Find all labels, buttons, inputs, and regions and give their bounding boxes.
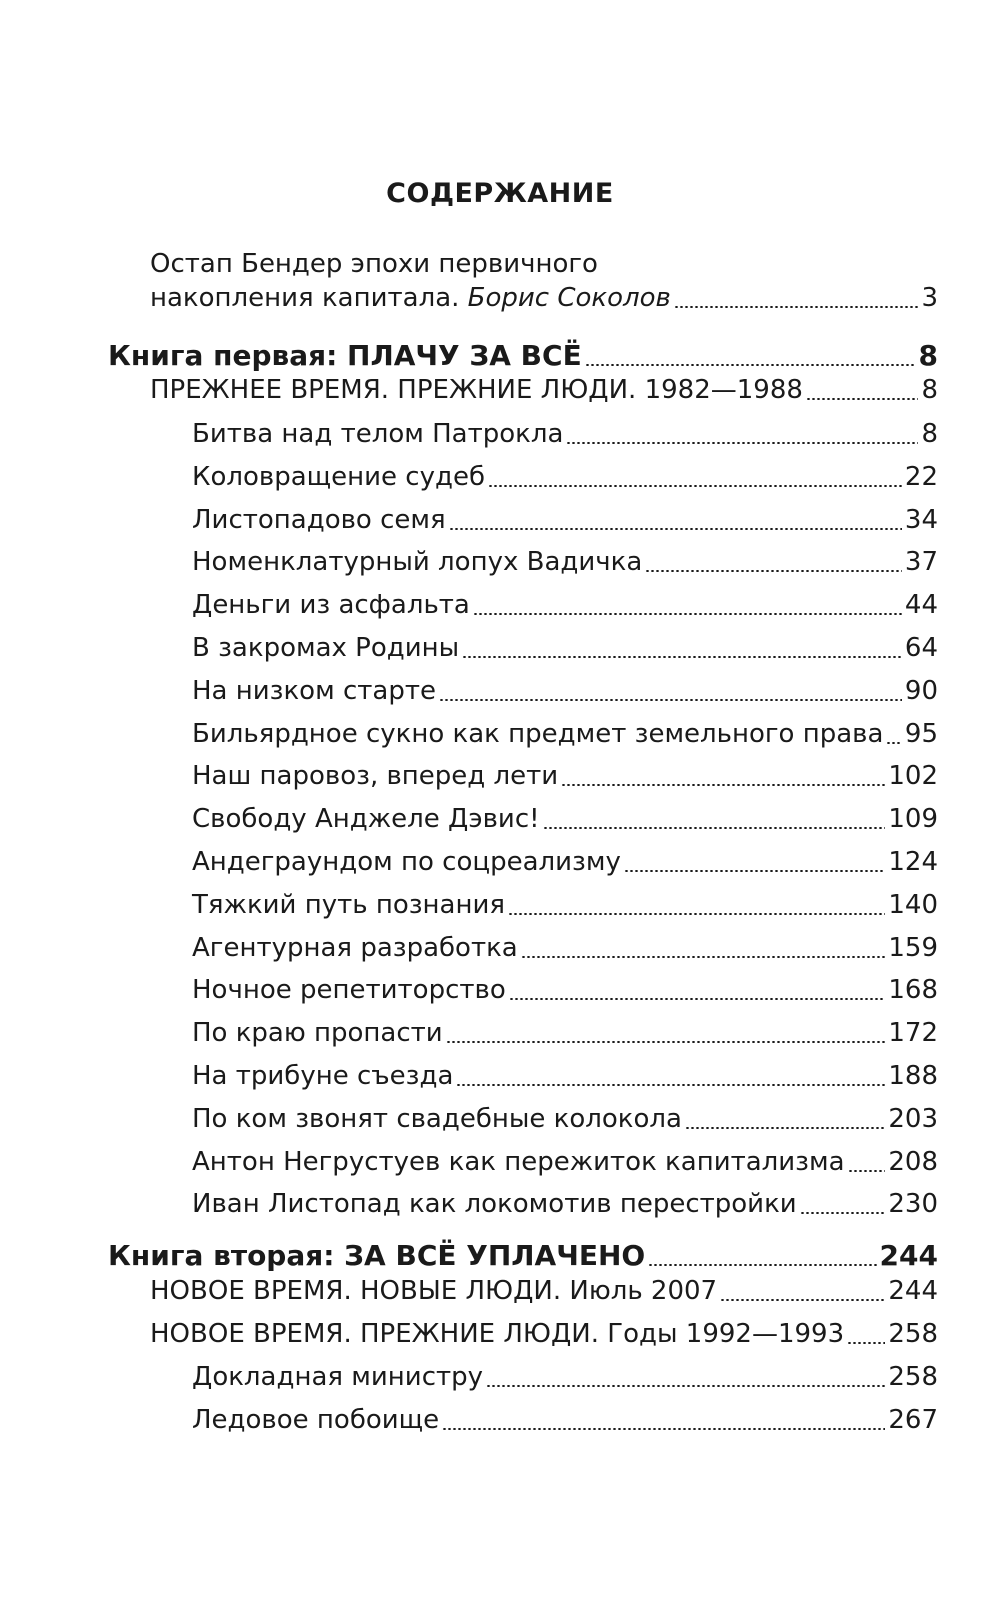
toc-chapter-entry[interactable] <box>192 1400 938 1440</box>
dot-leader <box>624 870 886 872</box>
toc-page-number: 140 <box>888 889 938 920</box>
toc-chapter-entry[interactable] <box>192 1142 938 1182</box>
toc-chapter-entry[interactable] <box>192 885 938 925</box>
toc-page-number: 244 <box>879 1239 938 1272</box>
toc-entry-title: Номенклатурный лопух Вадичка <box>192 547 643 578</box>
toc-chapter-entry[interactable] <box>192 928 938 968</box>
toc-intro-author: Борис Соколов <box>467 283 671 313</box>
toc-page-number: 159 <box>888 932 938 963</box>
toc-page-number: 44 <box>904 590 938 621</box>
toc-page-number: 188 <box>888 1061 938 1091</box>
dot-leader <box>800 1212 886 1214</box>
toc-page-number: 168 <box>888 975 938 1006</box>
toc-page-number: 64 <box>904 633 938 663</box>
toc-page-number: 230 <box>888 1189 938 1220</box>
toc-intro-title: накопления капитала. <box>150 283 460 313</box>
dot-leader <box>509 998 886 1000</box>
dot-leader <box>806 398 919 400</box>
dot-leader <box>456 1084 885 1086</box>
toc-chapter-entry[interactable] <box>192 628 938 668</box>
toc-page-number: 34 <box>904 504 938 535</box>
toc-chapter-entry[interactable] <box>192 799 938 839</box>
toc-book-title: Книга первая: ПЛАЧУ ЗА ВСЁ <box>108 339 582 372</box>
toc-page-number: 22 <box>904 461 938 492</box>
toc-chapter-entry[interactable] <box>192 1056 938 1096</box>
toc-chapter-entry[interactable] <box>192 500 938 540</box>
toc-chapter-entry[interactable] <box>192 414 938 454</box>
dot-leader <box>486 1385 885 1387</box>
toc-page-number: 37 <box>904 547 938 578</box>
toc-chapter-entry[interactable] <box>192 756 938 796</box>
dot-leader <box>439 699 902 701</box>
toc-entry-title: На трибуне съезда <box>192 1061 454 1091</box>
toc-page-number: 244 <box>888 1276 938 1306</box>
toc-page-number: 8 <box>918 339 938 372</box>
dot-leader <box>848 1170 886 1172</box>
dot-leader <box>886 742 901 744</box>
toc-entry-title: В закромах Родины <box>192 633 460 663</box>
toc-part-entry[interactable] <box>150 1314 938 1354</box>
toc-page-number: 95 <box>904 718 938 749</box>
dot-leader <box>847 1342 885 1344</box>
dot-leader <box>645 570 902 572</box>
toc-page-number: 208 <box>888 1146 938 1177</box>
dot-leader <box>561 784 885 786</box>
toc-entry-title: Коловращение судеб <box>192 461 485 492</box>
toc-page-number: 90 <box>904 675 938 706</box>
dot-leader <box>648 1264 876 1266</box>
dot-leader <box>446 1041 886 1043</box>
toc-intro-entry[interactable] <box>150 278 938 318</box>
toc-chapter-entry[interactable] <box>192 671 938 711</box>
toc-entry-title: По краю пропасти <box>192 1018 443 1049</box>
dot-leader <box>685 1127 885 1129</box>
dot-leader <box>449 528 902 530</box>
toc-entry-title: Свободу Анджеле Дэвис! <box>192 804 540 835</box>
toc-chapter-entry[interactable] <box>192 1099 938 1139</box>
toc-chapter-entry[interactable] <box>192 1357 938 1397</box>
toc-page-number: 267 <box>888 1405 938 1435</box>
toc-part-entry[interactable] <box>150 1271 938 1311</box>
toc-chapter-entry[interactable] <box>192 457 938 497</box>
toc-chapter-entry[interactable] <box>192 1013 938 1053</box>
toc-page-number: 8 <box>921 419 938 449</box>
toc-page-number: 203 <box>888 1103 938 1134</box>
toc-chapter-entry[interactable] <box>192 970 938 1010</box>
toc-entry-title: Андеграундом по соцреализму <box>192 847 621 877</box>
toc-entry-title: Докладная министру <box>192 1362 484 1392</box>
toc-entry-title: По ком звонят свадебные колокола <box>192 1103 682 1134</box>
toc-entry-title: Битва над телом Патрокла <box>192 419 564 449</box>
dot-leader <box>674 306 919 308</box>
toc-book-2[interactable] <box>108 1236 938 1276</box>
toc-entry-title: Ледовое побоище <box>192 1405 440 1435</box>
toc-page-number: 102 <box>888 761 938 792</box>
toc-chapter-entry[interactable] <box>192 542 938 582</box>
toc-entry-title: Тяжкий путь познания <box>192 889 506 920</box>
toc-entry-title: Бильярдное сукно как предмет земельного права <box>192 718 884 749</box>
toc-page-number: 172 <box>888 1018 938 1049</box>
toc-entry-title: Ночное репетиторство <box>192 975 506 1006</box>
toc-entry-title: Наш паровоз, вперед лети <box>192 761 559 792</box>
page-title: СОДЕРЖАНИЕ <box>386 178 614 209</box>
dot-leader <box>508 913 885 915</box>
toc-entry-title: На низком старте <box>192 675 436 706</box>
toc-intro-line1[interactable]: Остап Бендер эпохи первичного <box>150 249 598 279</box>
toc-page-number: 258 <box>888 1319 938 1349</box>
toc-page-number: 258 <box>888 1362 938 1392</box>
dot-leader <box>585 364 916 366</box>
dot-leader <box>720 1299 885 1301</box>
dot-leader <box>566 442 918 444</box>
dot-leader <box>521 956 886 958</box>
dot-leader <box>488 485 902 487</box>
toc-entry-title: Иван Листопад как локомотив перестройки <box>192 1189 797 1220</box>
toc-book-title: Книга вторая: ЗА ВСЁ УПЛАЧЕНО <box>108 1239 646 1272</box>
dot-leader <box>473 613 902 615</box>
toc-part-title: ПРЕЖНЕЕ ВРЕМЯ. ПРЕЖНИЕ ЛЮДИ. 1982—1988 <box>150 375 803 405</box>
toc-chapter-entry[interactable] <box>192 842 938 882</box>
toc-page-number: 124 <box>888 847 938 877</box>
toc-chapter-entry[interactable] <box>192 1184 938 1224</box>
toc-entry-title: Агентурная разработка <box>192 932 518 963</box>
toc-entry-title: Деньги из асфальта <box>192 590 470 621</box>
toc-page-number: 8 <box>921 375 938 405</box>
toc-chapter-entry[interactable] <box>192 714 938 754</box>
dot-leader <box>462 656 902 658</box>
toc-entry-title: Листопадово семя <box>192 504 446 535</box>
toc-entry-title: Антон Негрустуев как пережиток капитализма <box>192 1146 845 1177</box>
toc-page-number: 3 <box>921 283 938 313</box>
toc-page-number: 109 <box>888 804 938 835</box>
dot-leader <box>543 827 886 829</box>
toc-entry-title: НОВОЕ ВРЕМЯ. НОВЫЕ ЛЮДИ. Июль 2007 <box>150 1276 718 1306</box>
toc-entry-title: НОВОЕ ВРЕМЯ. ПРЕЖНИЕ ЛЮДИ. Годы 1992—1993 <box>150 1319 845 1349</box>
dot-leader <box>442 1428 885 1430</box>
toc-chapter-entry[interactable] <box>192 585 938 625</box>
toc-part-1[interactable] <box>150 370 938 410</box>
